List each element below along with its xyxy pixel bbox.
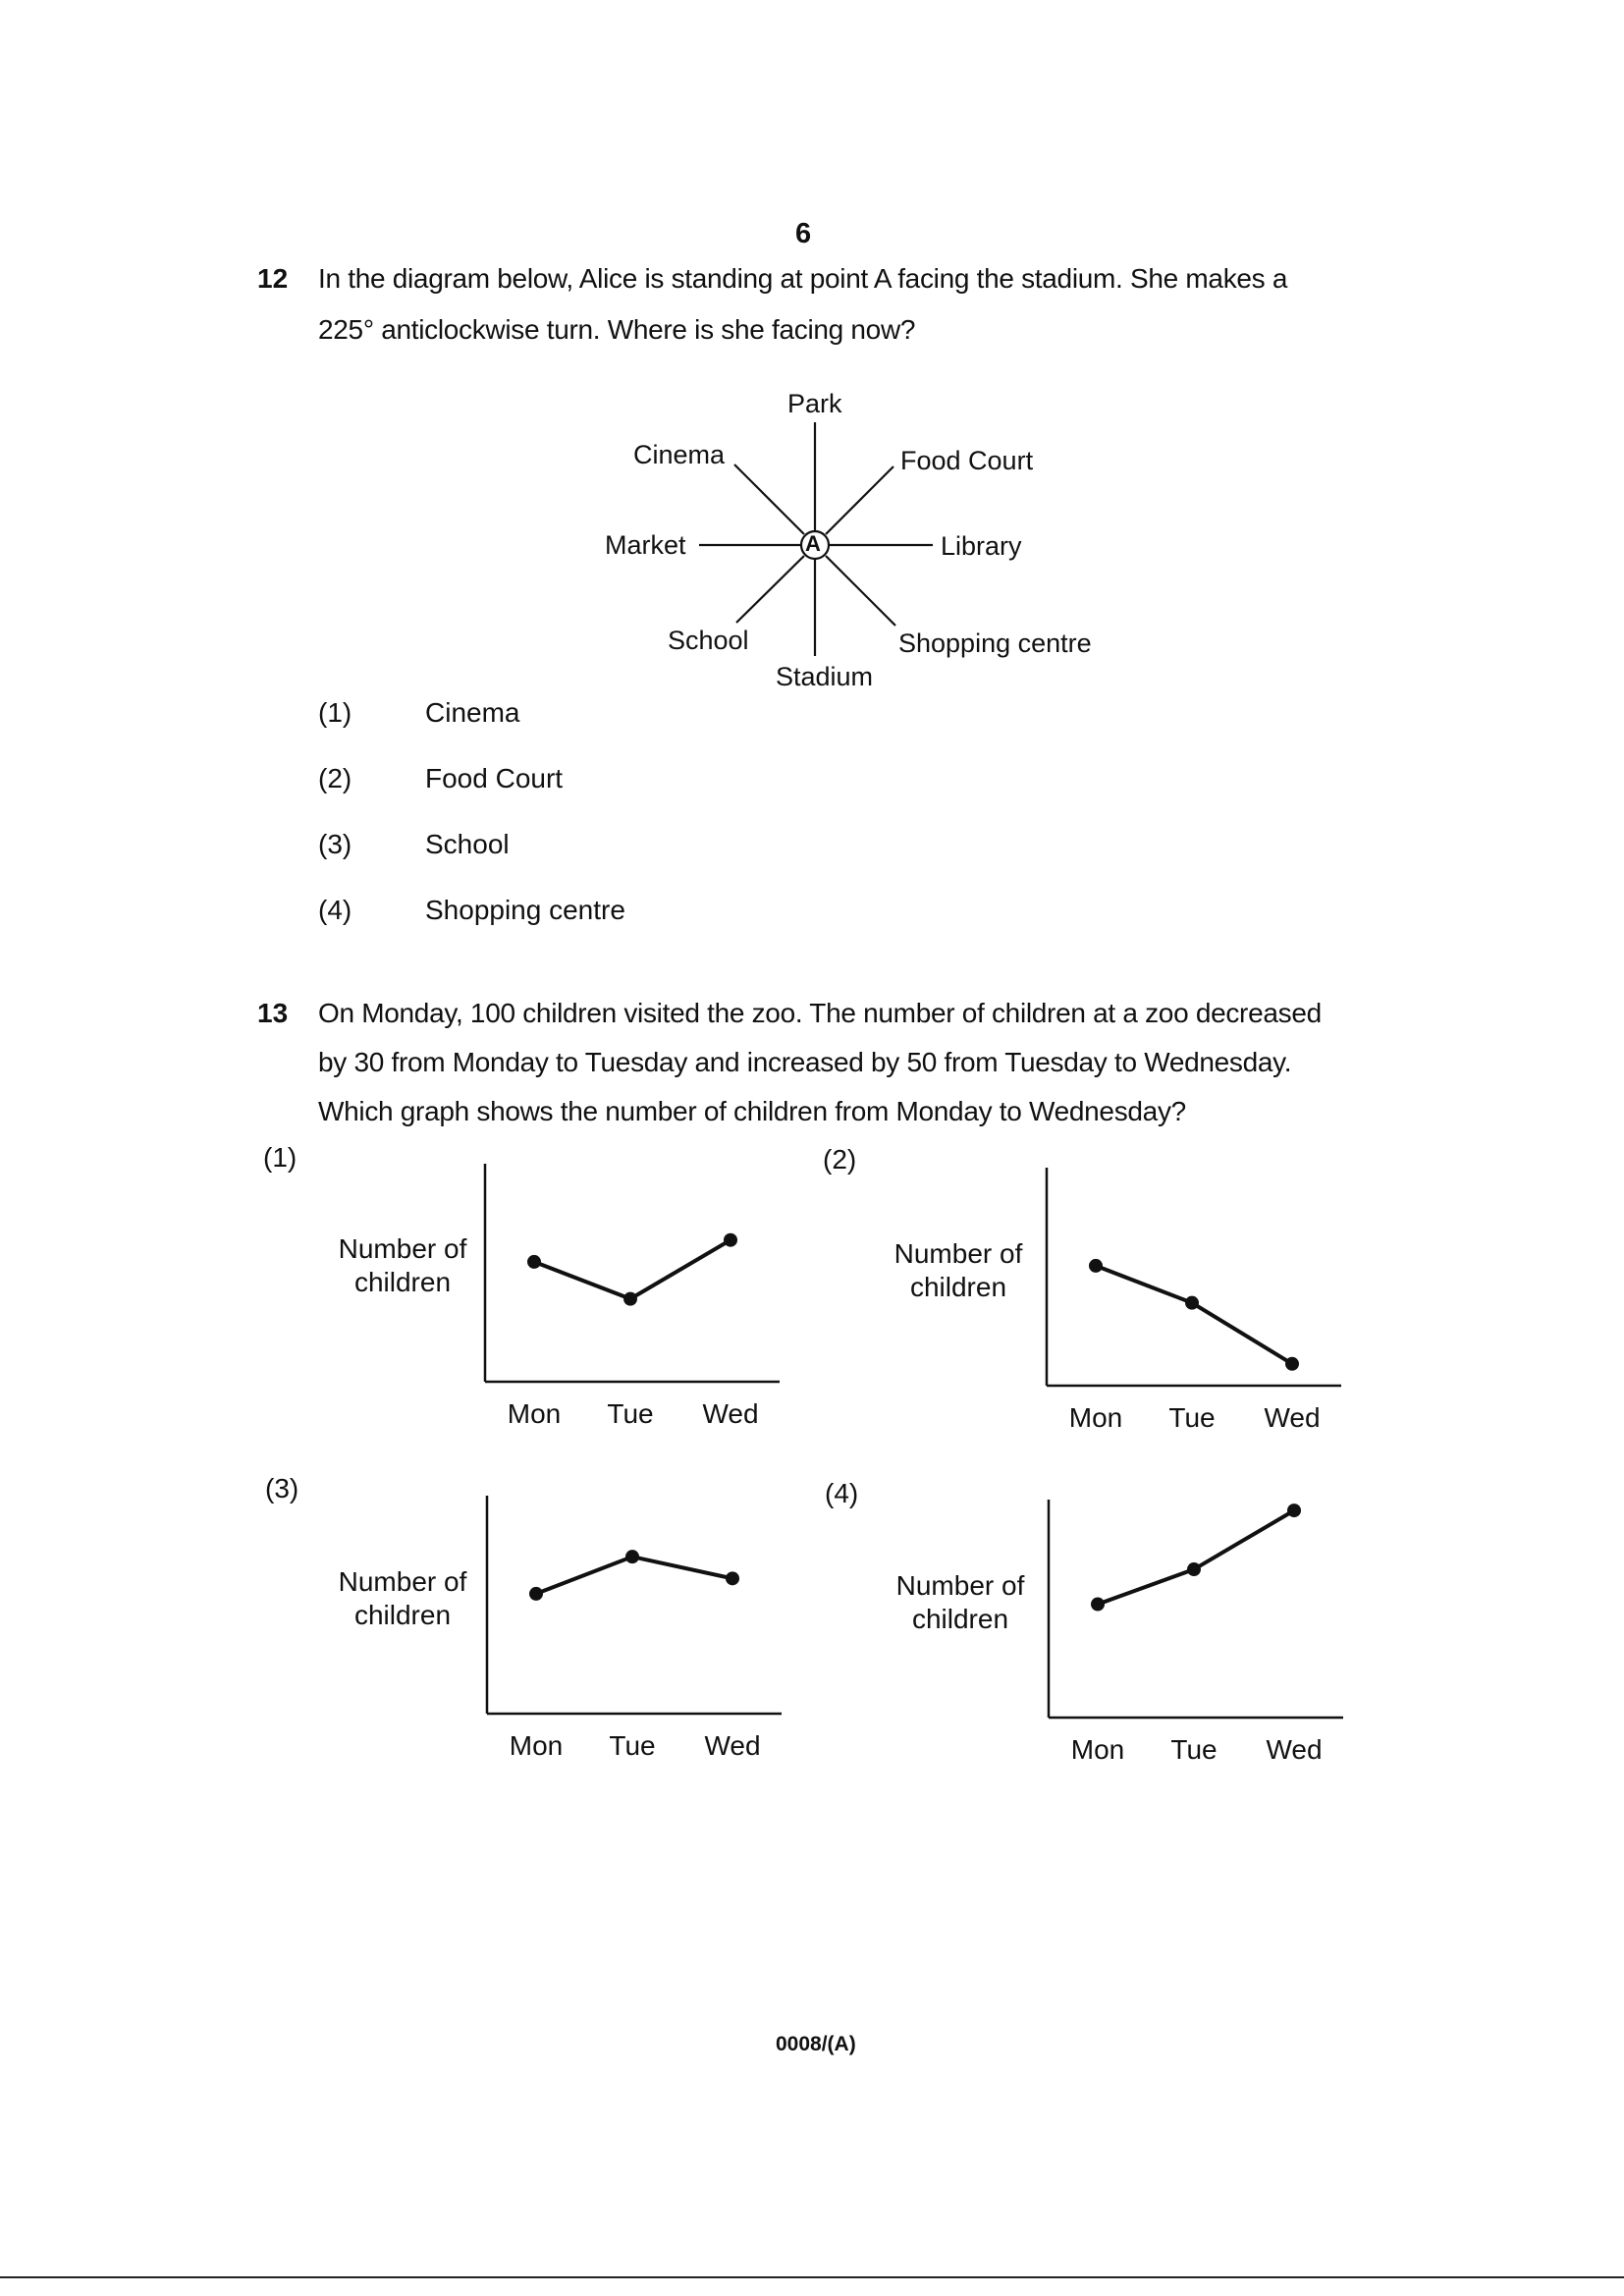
q12-number: 12 [257,263,289,294]
chart-3-option-label: (3) [265,1473,299,1503]
chart-2-point-wed [1285,1357,1299,1371]
chart-2-point-tue [1185,1296,1199,1310]
chart-1-point-mon [527,1255,541,1269]
point-a-label: A [805,531,821,556]
label-school: School [668,626,749,655]
q12-text-line2: 225° anticlockwise turn. Where is she facing now? [318,314,916,345]
chart-3-tick-wed: Wed [704,1730,761,1761]
chart-2-series-line [1096,1266,1292,1364]
chart-3-ylabel: Number of children [338,1566,467,1630]
label-food-court: Food Court [900,446,1034,475]
label-library: Library [941,531,1022,561]
chart-2-tick-wed: Wed [1264,1402,1321,1433]
q12-option-2-number: (2) [318,763,352,793]
chart-3 [487,1496,782,1761]
chart-1-tick-wed: Wed [702,1398,759,1429]
chart-1-point-tue [623,1292,637,1306]
chart-1 [485,1164,780,1429]
q12-option-4-text: Shopping centre [425,895,625,925]
chart-3-point-wed [726,1571,739,1585]
page-number: 6 [795,218,812,249]
chart-1-tick-tue: Tue [607,1398,654,1429]
chart-2-ylabel: Number of children [893,1238,1023,1302]
chart-2-option-label: (2) [823,1144,857,1175]
chart-4-tick-tue: Tue [1170,1734,1218,1765]
label-cinema: Cinema [633,440,726,469]
q13-number: 13 [257,998,289,1028]
chart-4-point-tue [1187,1562,1201,1576]
chart-4-point-wed [1287,1503,1301,1517]
bottom-rule [0,2276,1624,2278]
chart-2-tick-tue: Tue [1168,1402,1216,1433]
chart-1-series-line [534,1240,731,1299]
chart-1-ylabel: Number of children [338,1233,467,1297]
chart-2-tick-mon: Mon [1068,1402,1123,1433]
chart-1-point-wed [724,1233,737,1247]
chart-1-tick-mon: Mon [507,1398,562,1429]
footer-code: 0008/(A) [776,2033,856,2055]
chart-4-ylabel: Number of children [895,1570,1025,1634]
q12-option-3-number: (3) [318,829,352,859]
chart-3-point-mon [529,1587,543,1601]
chart-3-tick-tue: Tue [609,1730,656,1761]
q12-option-3-text: School [425,829,510,859]
chart-4-option-label: (4) [825,1478,859,1508]
chart-1-option-label: (1) [263,1142,298,1173]
chart-2 [1047,1168,1341,1433]
chart-4-tick-mon: Mon [1070,1734,1125,1765]
q12-option-4-number: (4) [318,895,352,925]
chart-4-series-line [1098,1510,1294,1604]
chart-4-point-mon [1091,1598,1105,1612]
q13-text-line3: Which graph shows the number of children from Monday to Wednesday? [318,1096,1186,1126]
label-shopping-centre: Shopping centre [898,629,1092,658]
chart-4 [1049,1500,1343,1765]
q12-text-line1: In the diagram below, Alice is standing at point A facing the stadium. She makes a [318,263,1288,294]
label-market: Market [605,530,686,560]
chart-3-tick-mon: Mon [509,1730,564,1761]
label-stadium: Stadium [776,662,874,691]
q12-option-1-number: (1) [318,697,352,728]
chart-4-tick-wed: Wed [1266,1734,1323,1765]
q13-text-line2: by 30 from Monday to Tuesday and increased by 50 from Tuesday to Wednesday. [318,1047,1292,1077]
chart-2-point-mon [1089,1259,1103,1273]
q13-text-line1: On Monday, 100 children visited the zoo. The number of children at a zoo decreased [318,998,1322,1028]
q12-option-2-text: Food Court [425,763,564,793]
label-park: Park [787,389,842,418]
chart-3-point-tue [625,1550,639,1563]
q12-option-1-text: Cinema [425,697,520,728]
